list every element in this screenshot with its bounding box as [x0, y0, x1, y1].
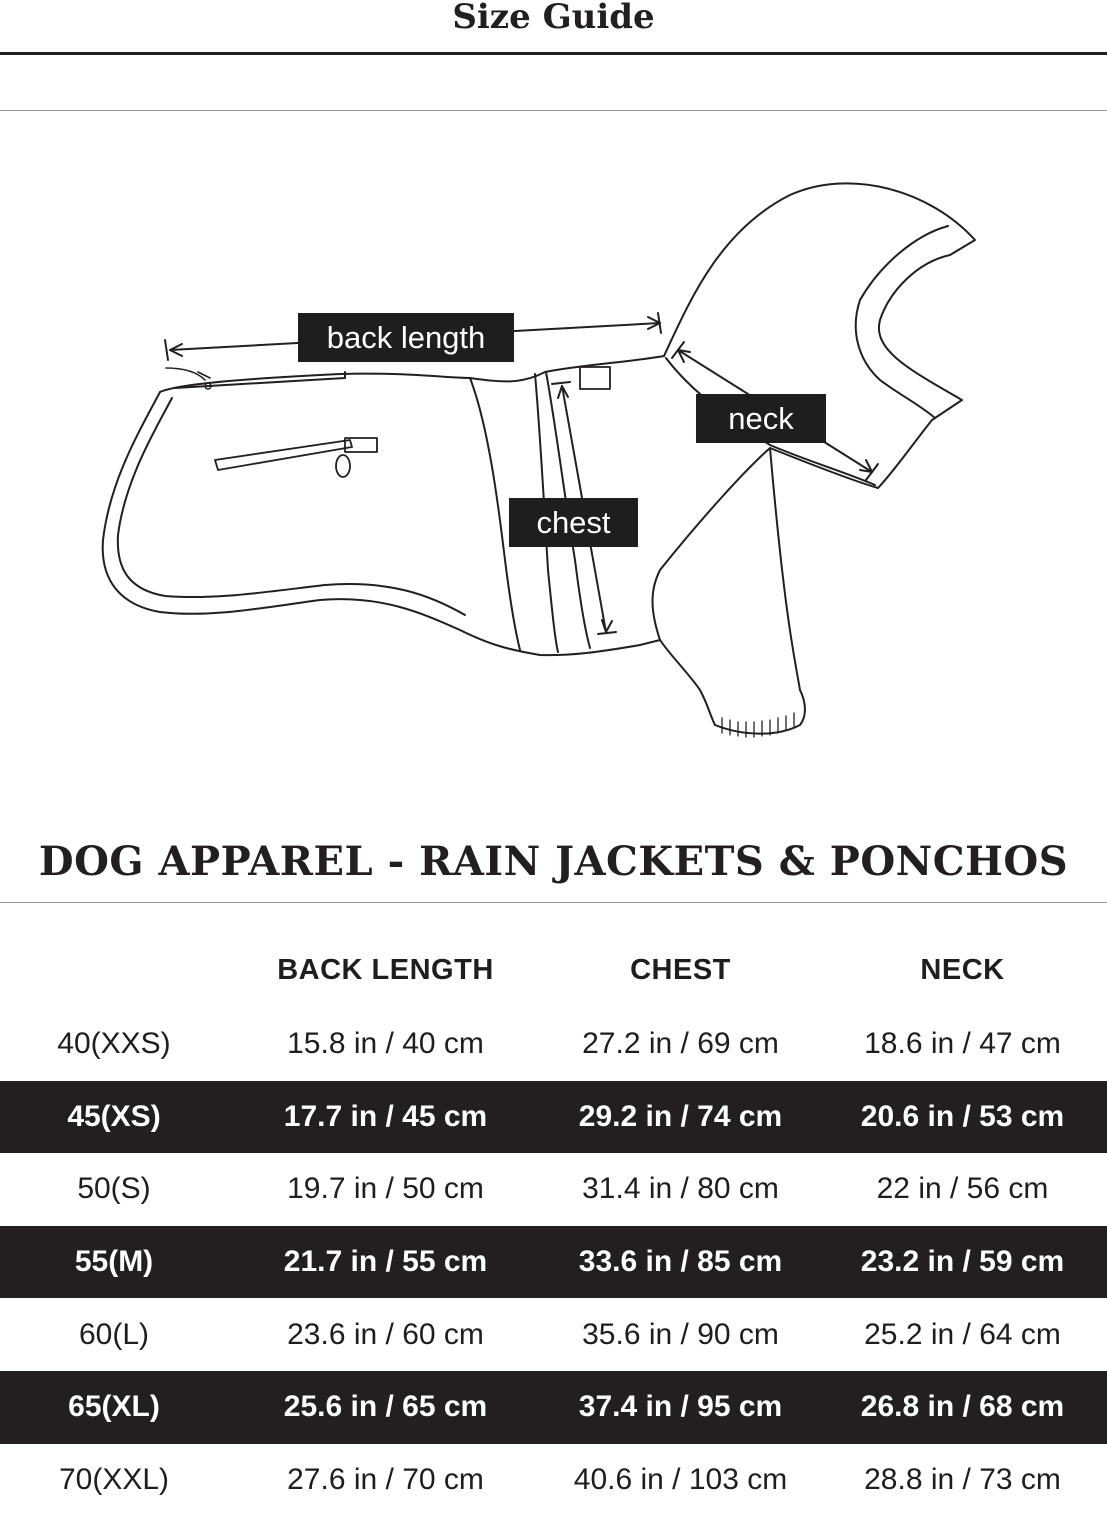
neck-label: neck	[696, 394, 826, 443]
size-cell: 45(XS)	[67, 1099, 161, 1133]
chest-cell: 40.6 in / 103 cm	[573, 1462, 788, 1496]
chest-cell: 29.2 in / 74 cm	[578, 1099, 783, 1133]
leg-outline-front	[653, 448, 879, 640]
back-length-cell: 23.6 in / 60 cm	[287, 1317, 484, 1351]
neck-cell: 23.2 in / 59 cm	[860, 1245, 1065, 1279]
collar-tag	[580, 367, 610, 389]
neck-cell: 22 in / 56 cm	[876, 1172, 1049, 1206]
table-header-row	[0, 932, 1107, 1008]
back-length-cell: 17.7 in / 45 cm	[283, 1099, 488, 1133]
table-row	[0, 1298, 1107, 1371]
back-length-label: back length	[298, 313, 514, 362]
column-header-back-length: BACK LENGTH	[277, 953, 494, 986]
size-cell: 40(XXS)	[57, 1027, 171, 1061]
zipper-pocket	[215, 440, 352, 470]
back-length-cell: 27.6 in / 70 cm	[287, 1462, 484, 1496]
table-row	[0, 1081, 1107, 1154]
neck-cell: 25.2 in / 64 cm	[864, 1317, 1061, 1351]
page-title: Size Guide	[452, 0, 655, 37]
table-row	[0, 1444, 1107, 1516]
illustration-top-divider	[0, 110, 1107, 111]
neck-cell: 28.8 in / 73 cm	[864, 1462, 1061, 1496]
neck-cell: 18.6 in / 47 cm	[864, 1027, 1061, 1061]
dog-jacket-drawing	[0, 112, 1107, 812]
chest-cell: 31.4 in / 80 cm	[582, 1172, 779, 1206]
column-header-chest: CHEST	[630, 953, 731, 986]
back-length-cell: 21.7 in / 55 cm	[283, 1245, 488, 1279]
chest-cell: 27.2 in / 69 cm	[582, 1027, 779, 1061]
back-length-cell: 19.7 in / 50 cm	[287, 1172, 484, 1206]
chest-cell: 33.6 in / 85 cm	[578, 1245, 783, 1279]
size-cell: 60(L)	[78, 1317, 150, 1351]
back-length-cell: 15.8 in / 40 cm	[287, 1027, 484, 1061]
table-row	[0, 1226, 1107, 1299]
table-row	[0, 1153, 1107, 1226]
size-cell: 50(S)	[77, 1172, 151, 1206]
section-title: DOG APPAREL - RAIN JACKETS & PONCHOS	[38, 838, 1069, 885]
leg-outline-back	[660, 640, 715, 725]
size-table	[0, 932, 1107, 1516]
table-row	[0, 1371, 1107, 1444]
hood-inner-line	[856, 226, 948, 418]
back-length-cell: 25.6 in / 65 cm	[283, 1390, 488, 1424]
size-cell: 70(XXL)	[58, 1462, 170, 1496]
leash-loop	[166, 368, 210, 380]
jacket-back-trim	[118, 398, 465, 615]
size-cell: 65(XL)	[68, 1390, 160, 1424]
size-cell: 55(M)	[74, 1245, 154, 1279]
chest-cell: 35.6 in / 90 cm	[582, 1317, 779, 1351]
title-divider	[0, 52, 1107, 55]
chest-label: chest	[509, 498, 638, 547]
column-header-neck: NECK	[920, 953, 1005, 986]
neck-cell: 26.8 in / 68 cm	[860, 1390, 1065, 1424]
chest-cell: 37.4 in / 95 cm	[578, 1390, 783, 1424]
section-divider	[0, 902, 1107, 903]
zipper-pull	[336, 455, 350, 477]
dog-jacket-illustration	[0, 112, 1107, 812]
neck-cell: 20.6 in / 53 cm	[860, 1099, 1065, 1133]
table-row	[0, 1008, 1107, 1081]
